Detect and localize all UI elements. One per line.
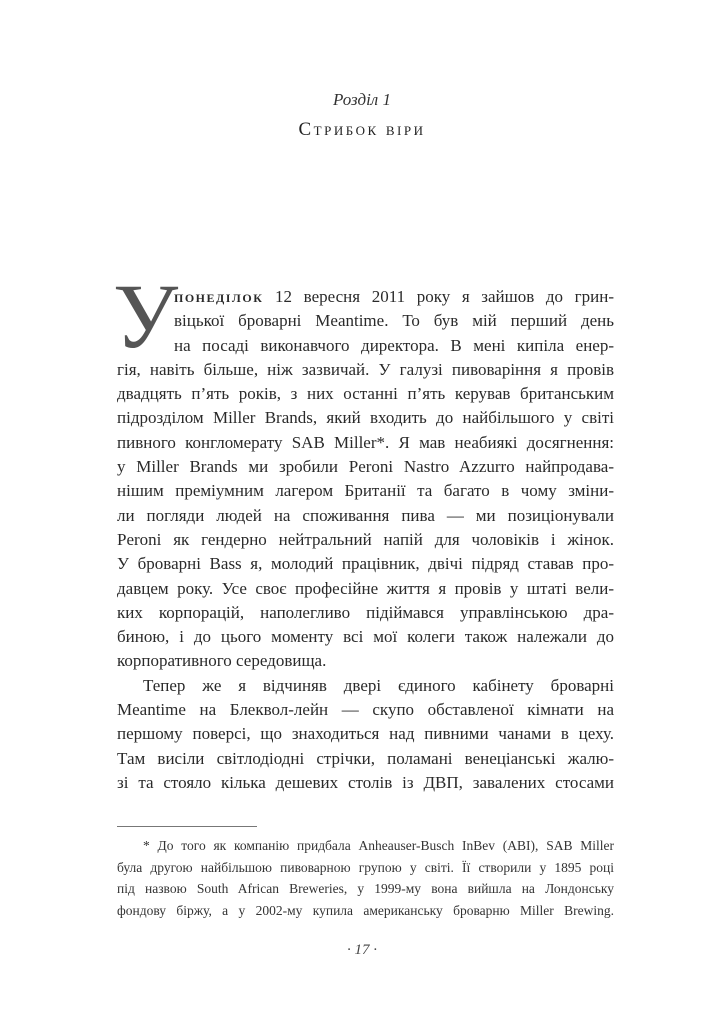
first-word: понеділок: [174, 287, 264, 306]
body-line: Meantime на Блеквол-лейн — скупо обставленої кімнати на: [117, 700, 614, 720]
body-line: ли погляди людей на споживання пива — ми позиціонували: [117, 505, 614, 525]
chapter-title: Стрибок віри: [298, 119, 426, 140]
body-line: у Miller Brands ми зробили Peroni Nastro Azzurro найпродава-: [117, 457, 614, 477]
body-line: Тепер же я відчиняв двері єдиного кабінету броварні: [143, 675, 614, 695]
body-line: корпоративного середовища.: [117, 651, 327, 671]
body-line: зі та стояло кілька дешевих столів із ДВП, завалених стосами: [117, 772, 614, 792]
body-line: підрозділом Miller Brands, який входить до найбільшого у світі: [117, 408, 614, 428]
body-text: [117, 285, 614, 795]
footnote: [117, 835, 614, 921]
page-number: · 17 ·: [347, 942, 377, 958]
body-line: на посаді виконавчого директора. В мені кипіла енер-: [174, 335, 614, 355]
body-line: Peroni як гендерно нейтральний напій для чоловіків і жінок.: [117, 529, 614, 549]
footnote-line: під назвою South African Breweries, у 1999-му вона вийшла на Лондонську: [117, 881, 614, 896]
drop-cap: У: [113, 265, 179, 367]
footnote-line: фондову біржу, а у 2002-му купила американську броварню Miller Brewing.: [117, 902, 614, 918]
body-line: гія, навіть більше, ніж зазвичай. У галузі пивоваріння я провів: [117, 359, 614, 379]
body-line: двадцять п’ять років, з них останні п’ять керував британським: [117, 384, 614, 404]
body-line: ких корпорацій, наполегливо підіймався управлінською дра-: [117, 602, 614, 622]
body-line: давцем року. Усе своє професійне життя я провів у штаті вели-: [117, 578, 614, 598]
body-line: нішим преміумним лагером Британії та багато в чому зміни-: [117, 481, 614, 501]
body-line: віцької броварні Meantime. То був мій перший день: [174, 311, 614, 331]
chapter-label: Розділ 1: [333, 90, 391, 109]
body-line: Там висіли світлодіодні стрічки, поламані венеціанські жалю-: [117, 748, 614, 768]
body-line: пивного конгломерату SAB Miller*. Я мав неабиякі досягнення:: [117, 432, 614, 452]
body-line: першому поверсі, що знаходиться над пивними чанами в цеху.: [117, 724, 614, 744]
body-line: понеділок 12 вересня 2011 року я зайшов до грин-: [174, 287, 614, 306]
footnote-line: була другою найбільшою пивоварною групою у світі. Її створили у 1895 році: [117, 859, 614, 875]
body-line: У броварні Bass я, молодий працівник, двічі підряд ставав про-: [117, 554, 614, 574]
footnote-line: * До того як компанію придбала Anheauser-Busch InBev (ABI), SAB Miller: [143, 838, 614, 853]
body-line: биною, і до цього моменту всі мої колеги також належали до: [117, 627, 614, 647]
footnote-rule: [117, 826, 257, 827]
